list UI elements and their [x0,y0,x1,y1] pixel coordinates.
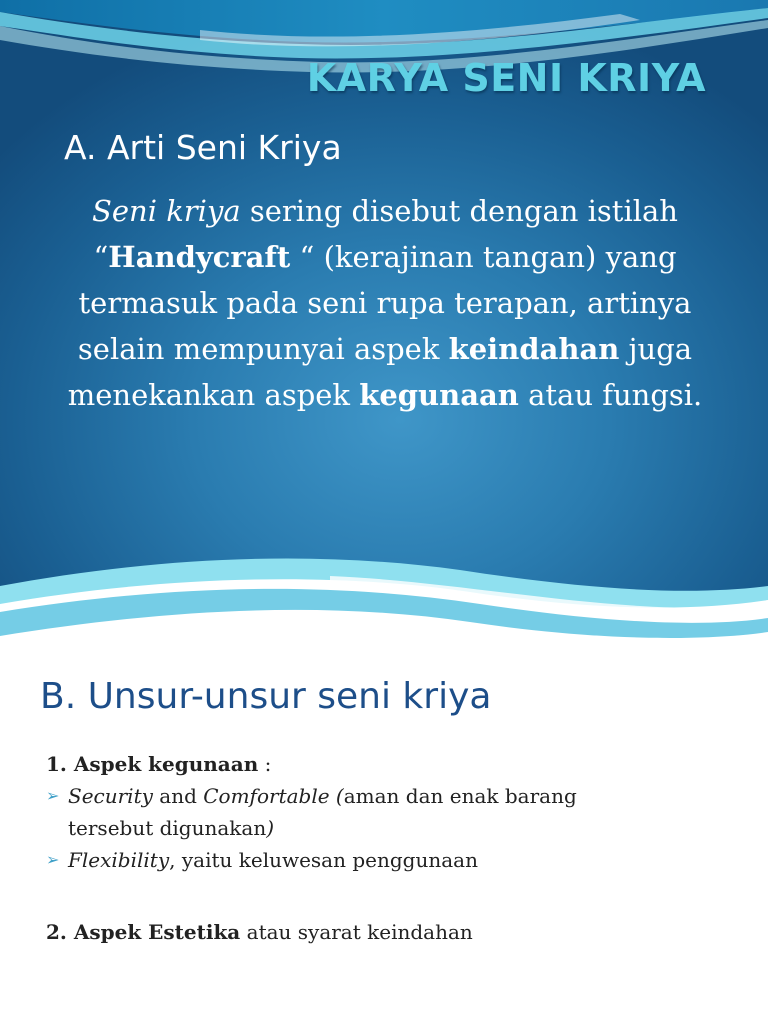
term-handycraft: Handycraft [108,240,291,274]
item-1-suffix: : [258,752,272,776]
slide-2 [0,664,768,1024]
arrow-bullet-icon: ➢ [46,786,60,805]
bullet-1-desc-cont: tersebut digunakan [68,816,267,840]
bullet-1-desc: aman dan enak barang [343,784,577,808]
definition-paragraph [40,188,730,418]
bullet-1-close-paren: ) [266,816,275,840]
body-text-1: sering disebut dengan istilah “ [93,194,678,274]
slide-title: KARYA SENI KRIYA [306,56,706,100]
section-heading-b: B. Unsur-unsur seni kriya [40,676,492,717]
unsur-list [46,748,746,948]
bullet-2-desc: , yaitu keluwesan penggunaan [169,848,478,872]
body-text-4: atau fungsi. [518,378,703,412]
bullet-2-text [68,844,478,876]
term-keindahan: keindahan [448,332,620,366]
term-comfortable: Comfortable ( [203,784,344,808]
term-flexibility: Flexibility [68,848,170,872]
list-item [46,844,746,876]
bullet-1-and: and [152,784,204,808]
section-heading-a: A. Arti Seni Kriya [64,128,342,167]
body-text-3: juga menekankan aspek [67,332,693,412]
item-aspek-kegunaan [46,748,746,780]
bullet-1-text [68,780,577,844]
item-aspek-estetika [46,916,746,948]
arrow-bullet-icon: ➢ [46,850,60,869]
item-2-suffix: atau syarat keindahan [240,920,473,944]
list-item [46,780,746,844]
term-seni-kriya: Seni kriya [92,194,241,228]
item-2-label: 2. Aspek Estetika [46,920,241,944]
item-1-label: 1. Aspek kegunaan [46,752,259,776]
term-kegunaan: kegunaan [359,378,519,412]
body-text-2: “ (kerajinan tangan) yang termasuk pada seni rupa terapan, artinya selain mempunyai aspek [77,240,692,366]
term-security: Security [68,784,153,808]
